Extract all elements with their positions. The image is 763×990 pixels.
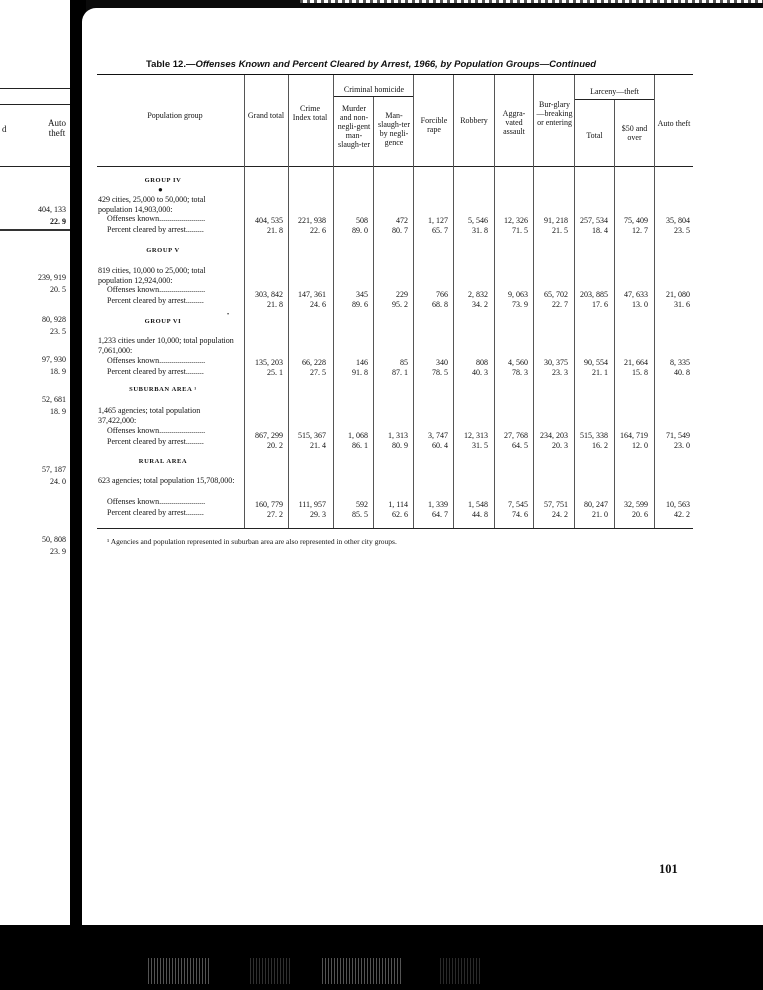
table-title — [146, 59, 596, 70]
group-description: 623 agencies; total population 15,708,000: — [98, 476, 235, 485]
document-page — [82, 8, 763, 925]
row-label-text: Percent cleared by arrest — [107, 437, 186, 446]
offenses-known-cell: 221, 938 — [298, 216, 326, 225]
fragment-cut-text: d — [2, 124, 7, 134]
offenses-known-cell: 12, 326 — [504, 216, 528, 225]
header-robbery: Robbery — [460, 116, 488, 125]
percent-cleared-cell: 17. 6 — [592, 300, 608, 309]
fragment-value: 23. 9 — [50, 547, 66, 556]
percent-cleared-cell: 24. 2 — [552, 510, 568, 519]
group-heading: RURAL AREA — [138, 458, 188, 465]
offenses-known-cell: 85 — [400, 358, 408, 367]
percent-cleared-cell: 85. 5 — [352, 510, 368, 519]
percent-cleared-cell: 20. 6 — [632, 510, 648, 519]
offenses-known-cell: 404, 535 — [255, 216, 283, 225]
percent-cleared-cell: 89. 0 — [352, 226, 368, 235]
scan-noise — [440, 958, 480, 984]
offenses-known-cell: 164, 719 — [620, 431, 648, 440]
percent-cleared-cell: 89. 6 — [352, 300, 368, 309]
row-label-text: Percent cleared by arrest — [107, 296, 186, 305]
fragment-value: 239, 919 — [38, 273, 66, 282]
column-divider — [614, 100, 615, 528]
percent-cleared-cell: 42. 2 — [674, 510, 690, 519]
offenses-known-cell: 808 — [476, 358, 488, 367]
percent-cleared-cell: 20. 3 — [552, 441, 568, 450]
header-population-group: Population group — [147, 111, 203, 120]
percent-cleared-cell: 60. 4 — [432, 441, 448, 450]
row-label-text: Percent cleared by arrest — [107, 508, 186, 517]
offenses-known-cell: 147, 361 — [298, 290, 326, 299]
header-larceny-theft: Larceny—theft — [590, 87, 639, 96]
offenses-known-cell: 257, 534 — [580, 216, 608, 225]
group-heading: GROUP V — [146, 247, 180, 254]
row-label-percent: Percent cleared by arrest......... — [107, 508, 204, 517]
rule — [0, 229, 72, 231]
fragment-value: 18. 9 — [50, 407, 66, 416]
row-label-percent: Percent cleared by arrest......... — [107, 296, 204, 305]
offenses-known-cell: 5, 546 — [468, 216, 488, 225]
offenses-known-cell: 7, 545 — [508, 500, 528, 509]
header-crime-index-total: Crime Index total — [292, 104, 328, 122]
percent-cleared-cell: 44. 8 — [472, 510, 488, 519]
facing-page-fragment — [0, 0, 74, 925]
fragment-values — [0, 204, 66, 228]
fragment-values — [0, 394, 66, 418]
row-label-text: Percent cleared by arrest — [107, 225, 186, 234]
header-murder: Murder and non-negli-gent man-slaugh-ter — [337, 104, 371, 149]
offenses-known-cell: 27, 768 — [504, 431, 528, 440]
group-heading: SUBURBAN AREA ¹ — [129, 386, 197, 393]
offenses-known-cell: 21, 664 — [624, 358, 648, 367]
percent-cleared-cell: 73. 9 — [512, 300, 528, 309]
fragment-values — [0, 464, 66, 488]
header-larceny-total: Total — [586, 131, 603, 140]
fragment-values — [0, 314, 66, 338]
row-label-text: Offenses known — [107, 285, 160, 294]
percent-cleared-cell: 64. 5 — [512, 441, 528, 450]
offenses-known-cell: 66, 228 — [302, 358, 326, 367]
fragment-header — [40, 118, 74, 138]
group-description: 819 cities, 10,000 to 25,000; total population 12,924,000: — [98, 266, 206, 285]
offenses-known-cell: 65, 702 — [544, 290, 568, 299]
scan-mark: • — [227, 312, 230, 318]
offenses-known-cell: 867, 299 — [255, 431, 283, 440]
percent-cleared-cell: 80. 9 — [392, 441, 408, 450]
offenses-known-cell: 3, 747 — [428, 431, 448, 440]
row-label-offenses: Offenses known....................... — [107, 497, 206, 506]
percent-cleared-cell: 71. 5 — [512, 226, 528, 235]
rule — [0, 166, 72, 167]
offenses-known-cell: 1, 127 — [428, 216, 448, 225]
row-label-offenses: Offenses known....................... — [107, 426, 206, 435]
percent-cleared-cell: 65. 7 — [432, 226, 448, 235]
percent-cleared-cell: 78. 3 — [512, 368, 528, 377]
percent-cleared-cell: 21. 8 — [267, 226, 283, 235]
percent-cleared-cell: 64. 7 — [432, 510, 448, 519]
percent-cleared-cell: 91. 8 — [352, 368, 368, 377]
percent-cleared-cell: 20. 2 — [267, 441, 283, 450]
percent-cleared-cell: 18. 4 — [592, 226, 608, 235]
offenses-known-cell: 303, 842 — [255, 290, 283, 299]
offenses-known-cell: 135, 203 — [255, 358, 283, 367]
offenses-known-cell: 8, 335 — [670, 358, 690, 367]
offenses-known-cell: 515, 367 — [298, 431, 326, 440]
fragment-value: 80, 928 — [42, 315, 66, 324]
group-description: 1,465 agencies; total population 37,422,000: — [98, 406, 201, 425]
percent-cleared-cell: 31. 8 — [472, 226, 488, 235]
offenses-known-cell: 340 — [436, 358, 448, 367]
offenses-known-cell: 111, 957 — [298, 500, 326, 509]
table-number: Table 12.— — [146, 59, 196, 70]
offenses-known-cell: 515, 338 — [580, 431, 608, 440]
percent-cleared-cell: 21. 4 — [310, 441, 326, 450]
percent-cleared-cell: 21. 1 — [592, 368, 608, 377]
percent-cleared-cell: 27. 5 — [310, 368, 326, 377]
percent-cleared-cell: 40. 3 — [472, 368, 488, 377]
percent-cleared-cell: 12. 0 — [632, 441, 648, 450]
table-bottom-rule — [97, 528, 693, 529]
offenses-known-cell: 234, 203 — [540, 431, 568, 440]
header-criminal-homicide: Criminal homicide — [343, 85, 405, 94]
percent-cleared-cell: 34. 2 — [472, 300, 488, 309]
percent-cleared-cell: 62. 6 — [392, 510, 408, 519]
group-description: 429 cities, 25,000 to 50,000; total population 14,903,000: — [98, 195, 206, 214]
percent-cleared-cell: 86. 1 — [352, 441, 368, 450]
fragment-values — [0, 354, 66, 378]
scan-bullet-mark: ● — [158, 185, 163, 194]
percent-cleared-cell: 31. 5 — [472, 441, 488, 450]
percent-cleared-cell: 87. 1 — [392, 368, 408, 377]
fragment-header-line: theft — [48, 128, 66, 138]
header-grand-total: Grand total — [247, 111, 285, 120]
page-number: 101 — [659, 862, 678, 876]
fragment-value: 18. 9 — [50, 367, 66, 376]
offenses-known-cell: 508 — [356, 216, 368, 225]
percent-cleared-cell: 13. 0 — [632, 300, 648, 309]
offenses-known-cell: 766 — [436, 290, 448, 299]
table-caption: Offenses Known and Percent Cleared by Arrest, 1966, by Population Groups—Continued — [195, 59, 597, 70]
percent-cleared-cell: 15. 8 — [632, 368, 648, 377]
row-label-percent: Percent cleared by arrest......... — [107, 367, 204, 376]
offenses-known-cell: 203, 885 — [580, 290, 608, 299]
row-label-percent: Percent cleared by arrest......... — [107, 225, 204, 234]
percent-cleared-cell: 24. 6 — [310, 300, 326, 309]
group-description: 1,233 cities under 10,000; total population 7,061,000: — [98, 336, 234, 355]
offenses-known-cell: 4, 560 — [508, 358, 528, 367]
percent-cleared-cell: 40. 8 — [674, 368, 690, 377]
fragment-value: 57, 187 — [42, 465, 66, 474]
percent-cleared-cell: 78. 5 — [432, 368, 448, 377]
offenses-known-cell: 160, 779 — [255, 500, 283, 509]
offenses-known-cell: 90, 554 — [584, 358, 608, 367]
row-label-offenses: Offenses known....................... — [107, 356, 206, 365]
percent-cleared-cell: 22. 7 — [552, 300, 568, 309]
offenses-known-cell: 57, 751 — [544, 500, 568, 509]
column-divider — [373, 97, 374, 528]
percent-cleared-cell: 80. 7 — [392, 226, 408, 235]
fragment-value: 22. 9 — [50, 217, 66, 226]
percent-cleared-cell: 27. 2 — [267, 510, 283, 519]
group-heading: GROUP IV — [144, 177, 182, 184]
row-label-text: Offenses known — [107, 497, 160, 506]
fragment-values — [0, 272, 66, 296]
offenses-known-cell: 2, 832 — [468, 290, 488, 299]
fragment-value: 24. 0 — [50, 477, 66, 486]
percent-cleared-cell: 29. 3 — [310, 510, 326, 519]
fragment-value: 404, 133 — [38, 205, 66, 214]
row-label-text: Offenses known — [107, 426, 160, 435]
percent-cleared-cell: 74. 6 — [512, 510, 528, 519]
fragment-header-line: Auto — [48, 118, 66, 128]
header-manslaughter-negligence: Man-slaugh-ter by negli-gence — [378, 111, 410, 147]
offenses-known-cell: 9, 063 — [508, 290, 528, 299]
offenses-known-cell: 10, 563 — [666, 500, 690, 509]
offenses-known-cell: 91, 218 — [544, 216, 568, 225]
percent-cleared-cell: 95. 2 — [392, 300, 408, 309]
header-larceny-50-over: $50 and over — [621, 124, 648, 142]
rule — [0, 104, 72, 105]
percent-cleared-cell: 23. 3 — [552, 368, 568, 377]
row-label-text: Offenses known — [107, 214, 160, 223]
percent-cleared-cell: 23. 5 — [674, 226, 690, 235]
offenses-known-cell: 345 — [356, 290, 368, 299]
percent-cleared-cell: 21. 0 — [592, 510, 608, 519]
percent-cleared-cell: 16. 2 — [592, 441, 608, 450]
scan-noise — [322, 958, 402, 984]
percent-cleared-cell: 25. 1 — [267, 368, 283, 377]
table-top-rule — [97, 74, 693, 75]
offenses-known-cell: 32, 599 — [624, 500, 648, 509]
row-label-text: Offenses known — [107, 356, 160, 365]
percent-cleared-cell: 68. 8 — [432, 300, 448, 309]
offenses-known-cell: 1, 339 — [428, 500, 448, 509]
row-label-percent: Percent cleared by arrest......... — [107, 437, 204, 446]
percent-cleared-cell: 31. 6 — [674, 300, 690, 309]
scan-noise — [148, 958, 210, 984]
offenses-known-cell: 30, 375 — [544, 358, 568, 367]
header-aggravated-assault: Aggra-vated assault — [502, 109, 526, 136]
header-forcible-rape: Forcible rape — [420, 116, 448, 134]
header-bottom-rule — [97, 166, 693, 167]
offenses-known-cell: 12, 313 — [464, 431, 488, 440]
scan-noise — [250, 958, 290, 984]
percent-cleared-cell: 22. 6 — [310, 226, 326, 235]
offenses-known-cell: 1, 114 — [388, 500, 408, 509]
offenses-known-cell: 146 — [356, 358, 368, 367]
row-label-offenses: Offenses known....................... — [107, 285, 206, 294]
offenses-known-cell: 1, 068 — [348, 431, 368, 440]
offenses-known-cell: 47, 633 — [624, 290, 648, 299]
fragment-value: 50, 808 — [42, 535, 66, 544]
offenses-known-cell: 80, 247 — [584, 500, 608, 509]
scan-edge — [300, 0, 763, 3]
offenses-known-cell: 71, 549 — [666, 431, 690, 440]
fragment-value: 52, 681 — [42, 395, 66, 404]
header-burglary: Bur-glary—breaking or entering — [536, 100, 573, 127]
offenses-known-cell: 229 — [396, 290, 408, 299]
percent-cleared-cell: 21. 8 — [267, 300, 283, 309]
percent-cleared-cell: 23. 0 — [674, 441, 690, 450]
offenses-known-cell: 472 — [396, 216, 408, 225]
fragment-values — [0, 534, 66, 558]
offenses-known-cell: 21, 080 — [666, 290, 690, 299]
offenses-known-cell: 592 — [356, 500, 368, 509]
row-label-offenses: Offenses known....................... — [107, 214, 206, 223]
group-heading: GROUP VI — [144, 318, 182, 325]
fragment-value: 23. 5 — [50, 327, 66, 336]
offenses-known-cell: 75, 409 — [624, 216, 648, 225]
rule — [0, 88, 72, 89]
fragment-value: 20. 5 — [50, 285, 66, 294]
footnote: ¹ Agencies and population represented in suburban area are also represented in other city groups. — [107, 537, 397, 546]
percent-cleared-cell: 12. 7 — [632, 226, 648, 235]
offenses-known-cell: 35, 804 — [666, 216, 690, 225]
offenses-known-cell: 1, 313 — [388, 431, 408, 440]
percent-cleared-cell: 21. 5 — [552, 226, 568, 235]
fragment-value: 97, 930 — [42, 355, 66, 364]
row-label-text: Percent cleared by arrest — [107, 367, 186, 376]
header-auto-theft: Auto theft — [657, 119, 691, 128]
offenses-known-cell: 1, 548 — [468, 500, 488, 509]
